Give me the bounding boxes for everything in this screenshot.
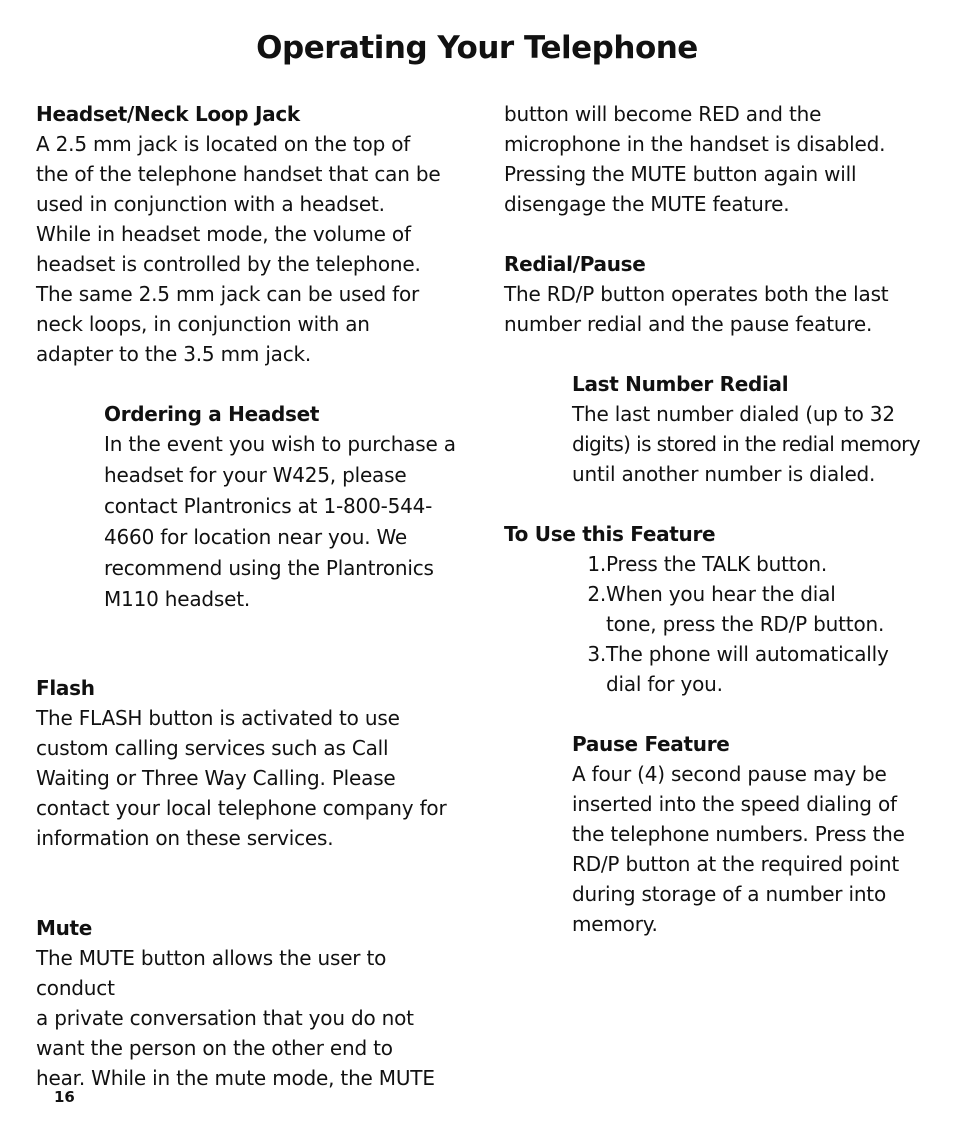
text-line: until another number is dialed. bbox=[572, 462, 876, 486]
text-line: during storage of a number into bbox=[572, 882, 886, 906]
step-text bbox=[606, 639, 944, 699]
pause-body bbox=[572, 759, 944, 939]
step-number: 3. bbox=[587, 642, 606, 666]
text-line: the of the telephone handset that can be bbox=[36, 162, 441, 186]
text-line: In the event you wish to purchase a bbox=[104, 432, 456, 456]
text-line: While in headset mode, the volume of bbox=[36, 222, 411, 246]
mute-body bbox=[36, 943, 456, 1093]
section-heading-pause: Pause Feature bbox=[572, 732, 730, 756]
ordering-body bbox=[104, 429, 456, 615]
text-line: A 2.5 mm jack is located on the top of bbox=[36, 132, 411, 156]
text-line: hear. While in the mute mode, the MUTE bbox=[36, 1066, 435, 1090]
page-number: 16 bbox=[54, 1088, 75, 1106]
text-line: Waiting or Three Way Calling. Please bbox=[36, 766, 396, 790]
step-text bbox=[606, 549, 944, 579]
flash-body bbox=[36, 703, 456, 853]
last-number-body bbox=[572, 399, 944, 489]
mute-continued-body bbox=[504, 99, 944, 219]
text-line: 4660 for location near you. We bbox=[104, 525, 408, 549]
text-line: The phone will automatically bbox=[606, 642, 889, 666]
text-line: dial for you. bbox=[606, 672, 723, 696]
text-line: Press the TALK button. bbox=[606, 552, 828, 576]
text-line: contact your local telephone company for bbox=[36, 796, 447, 820]
step-text bbox=[606, 579, 944, 639]
text-line: The last number dialed (up to 32 bbox=[572, 402, 895, 426]
step-number: 1. bbox=[587, 552, 606, 576]
flash-section bbox=[36, 673, 456, 853]
steps-list bbox=[572, 549, 944, 699]
text-line: The RD/P button operates both the last bbox=[504, 282, 889, 306]
section-heading-headset: Headset/Neck Loop Jack bbox=[36, 102, 300, 126]
page-title: Operating Your Telephone bbox=[256, 30, 698, 66]
text-line: Pressing the MUTE button again will bbox=[504, 162, 857, 186]
text-line: recommend using the Plantronics bbox=[104, 556, 434, 580]
text-line: memory. bbox=[572, 912, 658, 936]
text-line: custom calling services such as Call bbox=[36, 736, 389, 760]
text-line: a private conversation that you do not bbox=[36, 1006, 414, 1030]
list-item bbox=[572, 579, 944, 639]
text-line: headset for your W425, please bbox=[104, 463, 407, 487]
headset-body bbox=[36, 129, 456, 369]
text-line: want the person on the other end to bbox=[36, 1036, 393, 1060]
text-line: A four (4) second pause may be bbox=[572, 762, 887, 786]
section-heading-mute: Mute bbox=[36, 916, 93, 940]
text-line: microphone in the handset is disabled. bbox=[504, 132, 886, 156]
headset-section bbox=[36, 99, 456, 369]
section-heading-use-feature: To Use this Feature bbox=[504, 522, 716, 546]
list-item bbox=[572, 639, 944, 699]
text-line: neck loops, in conjunction with an bbox=[36, 312, 370, 336]
text-line: RD/P button at the required point bbox=[572, 852, 899, 876]
text-line: adapter to the 3.5 mm jack. bbox=[36, 342, 312, 366]
section-heading-redial: Redial/Pause bbox=[504, 252, 646, 276]
text-line: The same 2.5 mm jack can be used for bbox=[36, 282, 420, 306]
text-line: When you hear the dial bbox=[606, 582, 836, 606]
text-line: inserted into the speed dialing of bbox=[572, 792, 897, 816]
redial-body bbox=[504, 279, 944, 339]
text-line: disengage the MUTE feature. bbox=[504, 192, 790, 216]
text-line: number redial and the pause feature. bbox=[504, 312, 873, 336]
text-line: The FLASH button is activated to use bbox=[36, 706, 400, 730]
left-column bbox=[36, 99, 456, 1093]
text-line: button will become RED and the bbox=[504, 102, 822, 126]
redial-section bbox=[504, 249, 944, 339]
text-line: digits) is stored in the redial memory bbox=[572, 432, 920, 456]
section-heading-flash: Flash bbox=[36, 676, 95, 700]
mute-continued-section bbox=[504, 99, 944, 219]
mute-section bbox=[36, 913, 456, 1093]
text-line: contact Plantronics at 1-800-544- bbox=[104, 494, 433, 518]
section-heading-last-number: Last Number Redial bbox=[572, 372, 789, 396]
text-line: headset is controlled by the telephone. bbox=[36, 252, 421, 276]
right-column bbox=[504, 99, 944, 939]
step-number: 2. bbox=[587, 582, 606, 606]
text-line: tone, press the RD/P button. bbox=[606, 612, 885, 636]
section-heading-ordering: Ordering a Headset bbox=[104, 402, 320, 426]
ordering-section bbox=[104, 399, 456, 615]
text-line: The MUTE button allows the user to conduct bbox=[36, 946, 387, 1000]
pause-section bbox=[572, 729, 944, 939]
text-line: information on these services. bbox=[36, 826, 334, 850]
text-line: M110 headset. bbox=[104, 587, 251, 611]
use-feature-section bbox=[504, 519, 944, 699]
list-item bbox=[572, 549, 944, 579]
last-number-section bbox=[572, 369, 944, 489]
text-line: used in conjunction with a headset. bbox=[36, 192, 385, 216]
text-line: the telephone numbers. Press the bbox=[572, 822, 905, 846]
